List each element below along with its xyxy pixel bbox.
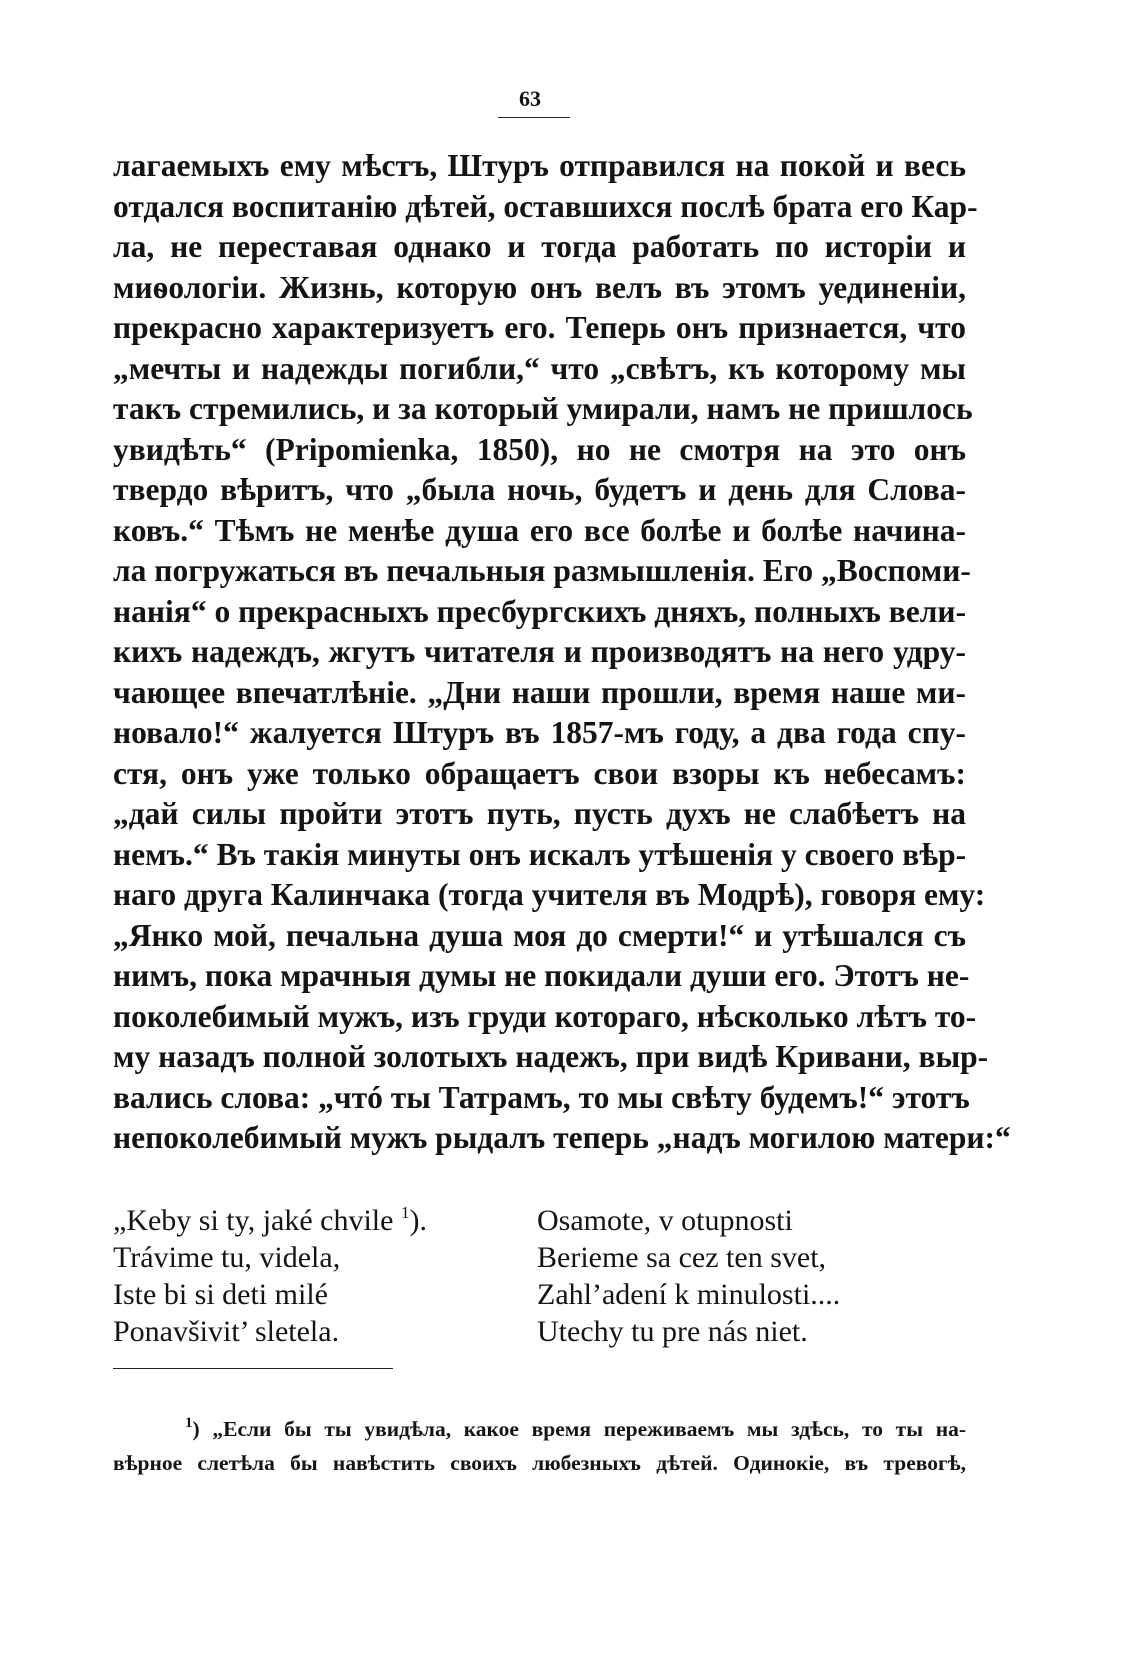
text-line: ла, не переставая однако и тогда работать по исторіи и — [113, 229, 966, 264]
text-line: му назадъ полной золотыхъ надежъ, при видѣ Кривани, выр- — [113, 1039, 989, 1074]
page-number-rule — [498, 117, 570, 118]
text-line: прекрасно характеризуетъ его. Теперь онъ признается, что — [113, 310, 966, 345]
verse-line: Osamote, v otupnosti — [537, 1204, 793, 1237]
footnote-reference: 1 — [400, 1203, 410, 1222]
footnote-marker: 1 — [185, 1415, 193, 1431]
text-line: лагаемыхъ ему мѣстъ, Штуръ отправился на покой и весь — [113, 148, 966, 183]
text-line: новало!“ жалуется Штуръ въ 1857-мъ году, а два года спу- — [113, 715, 966, 750]
verse-line: Zahl’adení k minulosti.... — [537, 1278, 841, 1311]
text-line: нанія“ о прекрасныхъ пресбургскихъ дняхъ, полныхъ вели- — [113, 593, 967, 629]
verse-line: Berieme sa cez ten svet, — [537, 1241, 827, 1274]
text-line: твердо вѣритъ, что „была ночь, будетъ и день для Слова- — [113, 472, 966, 507]
footnote-line — [113, 1412, 966, 1446]
text-line: отдался воспитанію дѣтей, оставшихся послѣ брата его Кар- — [113, 188, 978, 224]
text-line: нимъ, пока мрачныя думы не покидали души его. Этотъ не- — [113, 958, 970, 993]
verse-left-column — [113, 1202, 513, 1350]
verse-line-text: „Keby si ty, jaké chvile — [113, 1204, 394, 1237]
text-line: ла погружаться въ печальныя размышленія. Его „Воспоми- — [113, 553, 971, 588]
text-line: такъ стремились, и за который умирали, намъ не пришлось — [113, 391, 973, 426]
text-line: чающее впечатлѣніе. „Дни наши прошли, время наше ми- — [113, 674, 966, 710]
verse-line: Utechy tu pre nás niet. — [537, 1315, 808, 1348]
verse-line: Trávime tu, videla, — [113, 1241, 341, 1274]
verse-line: Ponavšivit’ sletela. — [113, 1315, 340, 1348]
footnote-line-text: „Если бы ты увидѣла, какое время переживаемъ мы здѣсь, то ты на- — [212, 1417, 966, 1441]
verse-line: Iste bi si deti milé — [113, 1278, 328, 1311]
footnote-line: вѣрное слетѣла бы навѣстить своихъ любезныхъ дѣтей. Одинокіе, въ тревогѣ, — [113, 1451, 966, 1475]
text-line: вались слова: „чтó ты Татрамъ, то мы свѣту будемъ!“ этотъ — [113, 1079, 970, 1115]
verse-right-column — [537, 1202, 967, 1350]
text-line: непоколебимый мужъ рыдалъ теперь „надъ могилою матери:“ — [113, 1120, 1011, 1155]
text-line: стя, онъ уже только обращаетъ свои взоры къ небесамъ: — [113, 755, 966, 791]
text-line: миѳологіи. Жизнь, которую онъ велъ въ этомъ уединеніи, — [113, 269, 966, 305]
text-line: немъ.“ Въ такія минуты онъ искалъ утѣшенія у своего вѣр- — [113, 836, 967, 872]
main-text — [113, 146, 1011, 1159]
text-line: „мечты и надежды погибли,“ что „свѣтъ, къ которому мы — [113, 350, 966, 386]
footnote-separator — [113, 1368, 393, 1369]
text-line: увидѣть“ (Pripomienka, 1850), но не смотря на это онъ — [113, 431, 966, 467]
text-line: ковъ.“ Тѣмъ не менѣе душа его все болѣе и болѣе начина- — [113, 512, 966, 548]
text-line: „дай силы пройти этотъ путь, пусть духъ не слабѣетъ на — [113, 796, 966, 831]
text-line: „Янко мой, печальна душа моя до смерти!“ и утѣшался съ — [113, 917, 966, 953]
text-line: кихъ надеждъ, жгутъ читателя и производятъ на него удру- — [113, 634, 966, 669]
verse-line — [113, 1202, 513, 1239]
footnote — [113, 1412, 966, 1480]
text-line: поколебимый мужъ, изъ груди котораго, нѣсколько лѣтъ то- — [113, 998, 977, 1034]
footnote-marker-suffix: ) — [192, 1417, 200, 1441]
page-number: 63 — [519, 86, 541, 111]
text-line: наго друга Калинчака (тогда учителя въ Модрѣ), говоря ему: — [113, 877, 986, 912]
footnote-reference-suffix: ). — [409, 1204, 427, 1237]
